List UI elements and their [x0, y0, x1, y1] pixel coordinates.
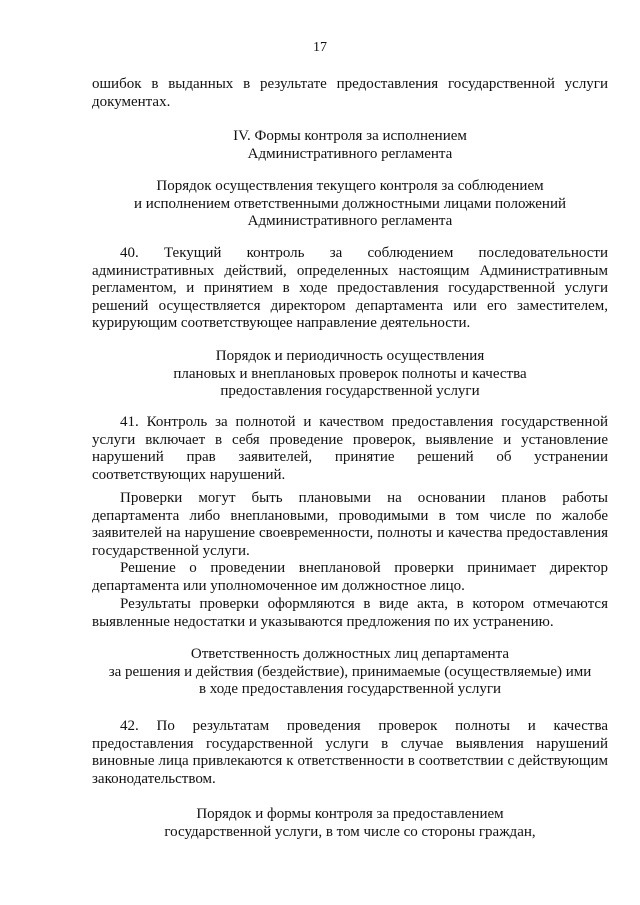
- subheading-responsibility: [72, 646, 628, 699]
- subheading-line: государственной услуги, в том числе со стороны граждан,: [164, 823, 536, 840]
- subheading-line: в ходе предоставления государственной услуги: [198, 681, 502, 698]
- subheading-line: плановых и внеплановых проверок полноты и качества: [173, 365, 527, 382]
- subheading-inspections: [92, 348, 608, 401]
- subheading-line: Ответственность должностных лиц департамента: [190, 646, 510, 662]
- section-heading-line-1: IV. Формы контроля за исполнением: [233, 128, 467, 144]
- paragraph-41-d: Результаты проверки оформляются в виде акта, в котором отмечаются выявленные недостатки и указываются предложения по их устранению.: [92, 596, 608, 630]
- subheading-current-control: [82, 178, 618, 231]
- paragraph-40: 40. Текущий контроль за соблюдением последовательности административных действий, определенных настоящим Административным регламентом, и принятием в ходе предоставления государственной услуги решений осуществляется директором департамента или его заместителем, курирующим соответствующее направление деятельности.: [92, 245, 608, 332]
- intro-line-2: документах.: [92, 93, 171, 110]
- section-heading: [92, 128, 608, 163]
- subheading-line: и исполнением ответственными должностными лицами положений: [133, 195, 567, 212]
- paragraph-42: 42. По результатам проведения проверок полноты и качества предоставления государственной услуги в случае выявления нарушений виновные лица привлекаются к ответственности в соответствии с действующим законодательством.: [92, 718, 608, 787]
- subheading-forms-of-control: [92, 806, 608, 841]
- paragraph-41-a: 41. Контроль за полнотой и качеством предоставления государственной услуги включает в себя проведение проверок, выявление и установление нарушений прав заявителей, принятие решений об устранении соответствующих нарушений.: [92, 414, 608, 483]
- subheading-line: Порядок и формы контроля за предоставлением: [196, 806, 504, 822]
- section-heading-line-2: Административного регламента: [247, 145, 453, 162]
- intro-line-1: ошибок в выданных в результате предоставления государственной услуги: [92, 76, 608, 92]
- paragraph-41-c: Решение о проведении внеплановой проверки принимает директор департамента или уполномоченное им должностное лицо.: [92, 560, 608, 594]
- paragraph-41-b: Проверки могут быть плановыми на основании планов работы департамента либо внеплановыми, проводимыми в том числе по жалобе заявителей на нарушение своевременности, полноты и качества предоставления государственной услуги.: [92, 490, 608, 559]
- subheading-line: предоставления государственной услуги: [220, 383, 480, 400]
- intro-paragraph: [92, 76, 608, 111]
- subheading-line: Административного регламента: [247, 213, 453, 230]
- page-number: 17: [313, 40, 327, 55]
- subheading-line: Порядок осуществления текущего контроля за соблюдением: [156, 178, 544, 194]
- subheading-line: Порядок и периодичность осуществления: [215, 348, 485, 364]
- subheading-line: за решения и действия (бездействие), принимаемые (осуществляемые) ими: [108, 663, 592, 680]
